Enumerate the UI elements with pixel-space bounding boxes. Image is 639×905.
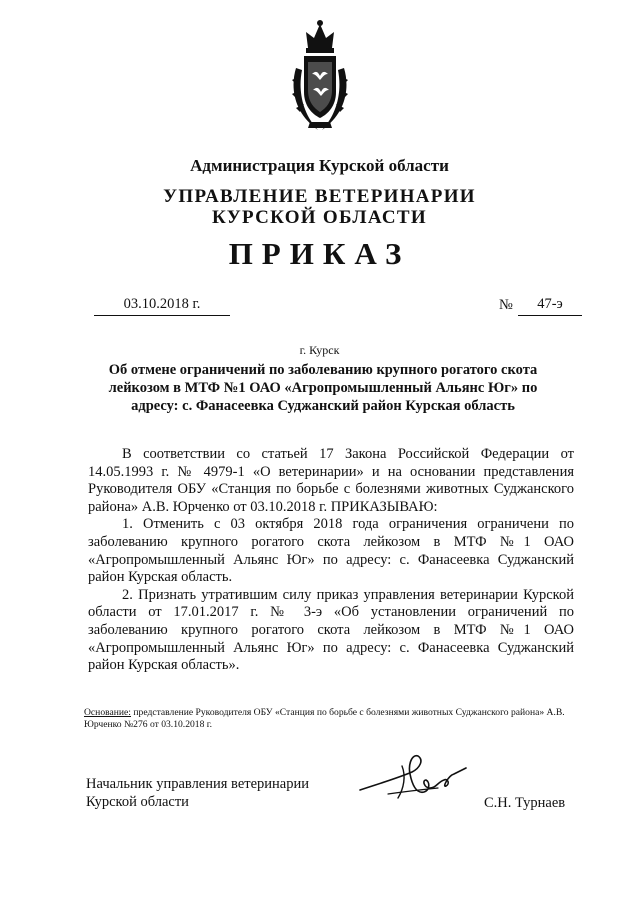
basis-note — [84, 707, 594, 731]
basis-text: представление Руководителя ОБУ «Станция по борьбе с болезнями животных Суджанского района» А.В. Юрченко №276 от 03.10.2018 г. — [84, 707, 565, 730]
order-body — [88, 446, 574, 675]
coat-of-arms-emblem — [288, 18, 352, 134]
administration-title: Администрация Курской области — [190, 156, 449, 175]
order-date: 03.10.2018 г. — [94, 296, 230, 316]
city-label: г. Курск — [299, 343, 340, 357]
signer-position-line1: Начальник управления ветеринарии — [86, 776, 310, 792]
basis-label: Основание: — [84, 707, 131, 718]
order-number-label: № — [499, 297, 513, 313]
body-intro-paragraph: В соответствии со статьей 17 Закона Российской Федерации от 14.05.1993 г. № 4979-1 «О ветеринарии» и на основании представления Руководителя ОБУ «Станция по борьбе с болезнями животных Суджанского района» А.В. Юрченко от 03.10.2018 г. ПРИКАЗЫВАЮ: — [88, 446, 574, 515]
signer-position-line2: Курской области — [86, 794, 189, 810]
order-subject: Об отмене ограничений по заболеванию крупного рогатого скота лейкозом в МТФ №1 ОАО «Агропромышленный Альянс Юг» по адресу: с. Фанасеевка Суджанский район Курская область — [108, 362, 538, 414]
handwritten-signature — [358, 748, 468, 808]
department-title-line2: КУРСКОЙ ОБЛАСТИ — [212, 207, 427, 228]
document-type-heading: ПРИКАЗ — [228, 236, 411, 271]
body-item-2: 2. Признать утратившим силу приказ управления ветеринарии Курской области от 17.01.2017 г. № 3-э «Об установлении ограничений по заболеванию крупного рогатого скота лейкозом в МТФ №1 ОАО «Агропромышленный Альянс Юг» по адресу: с. Фанасеевка Суджанский район Курская область». — [88, 586, 574, 674]
order-number: 47-э — [518, 296, 582, 316]
signer-name: С.Н. Турнаев — [484, 795, 566, 811]
body-item-1: 1. Отменить с 03 октября 2018 года ограничения ограничени по заболеванию крупного рогатого скота лейкозом в МТФ №1 ОАО «Агропромышленный Альянс Юг» по адресу: с. Фанасеевка Суджанский район Курская область. — [88, 516, 574, 586]
department-title-line1: УПРАВЛЕНИЕ ВЕТЕРИНАРИИ — [163, 186, 476, 207]
